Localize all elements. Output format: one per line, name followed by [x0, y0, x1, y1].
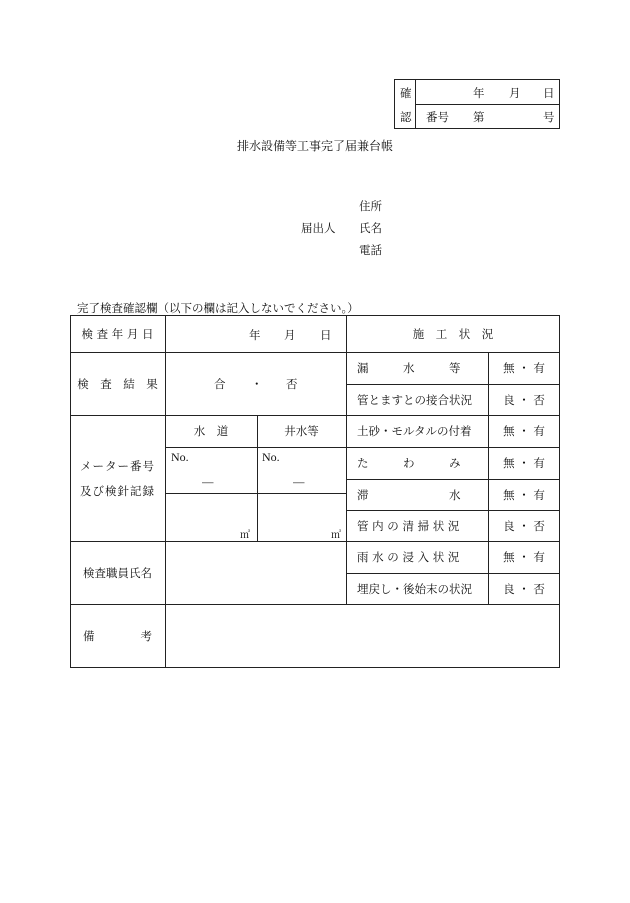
- applicant-label: 届出人: [301, 221, 336, 235]
- meter-label: [70, 415, 165, 541]
- confirm-number-suffix: 号: [543, 110, 555, 124]
- meter-label-line2: 及び検針記録: [80, 483, 155, 498]
- construction-status-header: 施 工 状 況: [412, 326, 494, 341]
- inspection-date-month: 月: [284, 328, 296, 342]
- confirm-label-bottom: 認: [400, 110, 412, 124]
- result-dot: ・: [251, 377, 263, 391]
- status-choice-joint: 良 ・ 否: [503, 392, 545, 407]
- meter-label-line1: メーター番号: [80, 458, 155, 473]
- status-item-cleaning: 管 内 の 清 掃 状 況: [357, 518, 460, 533]
- meter-no-label-1: No.: [171, 450, 189, 464]
- confirm-number-prefix: 第: [473, 110, 485, 124]
- status-choice-backfill: 良 ・ 否: [503, 581, 545, 596]
- status-choice-sag: 無 ・ 有: [503, 456, 545, 470]
- meter-dash-2: ―: [293, 475, 305, 489]
- document-title: 排水設備等工事完了届兼台帳: [236, 139, 393, 153]
- status-item-stagnant: 滞 水: [357, 487, 461, 502]
- inspection-table: [70, 315, 560, 668]
- meter-unit-2: ㎥: [331, 530, 341, 541]
- confirm-date-month: 月: [509, 86, 521, 100]
- well-water-header: 井水等: [284, 424, 319, 438]
- confirm-date-year: 年: [473, 86, 485, 100]
- confirm-box-divider-h: [415, 104, 559, 105]
- status-item-sag: た わ み: [357, 456, 461, 470]
- inspection-date-year: 年: [249, 328, 261, 342]
- status-item-rainwater: 雨 水 の 浸 入 状 況: [357, 550, 460, 564]
- meter-no-label-2: No.: [262, 450, 280, 464]
- status-choice-rainwater: 無 ・ 有: [503, 550, 545, 564]
- status-choice-sediment: 無 ・ 有: [503, 424, 545, 438]
- status-choice-leak: 無 ・ 有: [503, 361, 545, 375]
- result-fail: 否: [286, 377, 298, 391]
- confirm-box: [394, 79, 560, 129]
- status-choice-cleaning: 良 ・ 否: [503, 518, 545, 533]
- status-item-leak: 漏 水 等: [357, 361, 461, 375]
- confirm-date-day: 日: [543, 86, 555, 100]
- result-pass: 合: [214, 377, 226, 391]
- confirm-label-top: 確: [400, 86, 412, 100]
- applicant-name-label: 氏名: [359, 221, 382, 235]
- water-supply-header: 水 道: [193, 424, 229, 438]
- status-item-backfill: 埋戻し・後始末の状況: [357, 581, 472, 596]
- inspector-label: 検査職員氏名: [83, 565, 152, 580]
- status-choice-stagnant: 無 ・ 有: [503, 487, 545, 502]
- meter-unit-1: ㎥: [240, 530, 250, 541]
- inspection-result-label: 検 査 結 果: [77, 376, 158, 391]
- status-item-sediment: 土砂・モルタルの付着: [357, 424, 472, 438]
- section-caption: 完了検査確認欄（以下の欄は記入しないでください。）: [77, 301, 359, 315]
- inspection-date-day: 日: [320, 328, 332, 342]
- confirm-number-label: 番号: [426, 110, 449, 124]
- applicant-address-label: 住所: [359, 199, 382, 213]
- status-item-joint: 管とますとの接合状況: [357, 392, 472, 407]
- inspection-date-label: 検 査 年 月 日: [81, 326, 154, 341]
- remarks-label: 備 考: [83, 629, 152, 643]
- meter-dash-1: ―: [202, 475, 214, 489]
- applicant-phone-label: 電話: [359, 243, 382, 257]
